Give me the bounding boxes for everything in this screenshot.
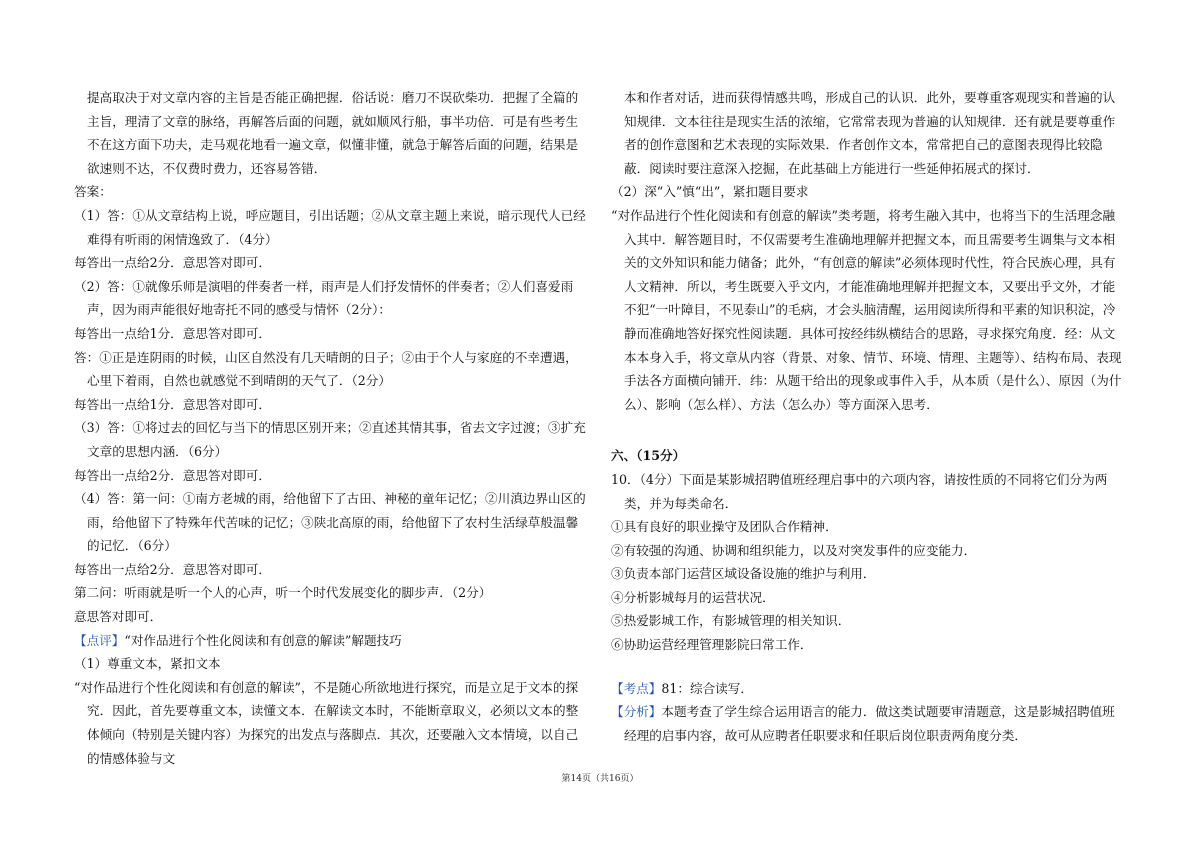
tag-label: 【分析】 [611, 704, 662, 720]
paragraph: （2）答：①就像乐师是演唱的伴奏者一样，雨声是人们抒发情怀的伴奏者；②人们喜爱雨声，因为雨声能很好地寄托不同的感受与情怀（2分）： [74, 278, 574, 318]
paragraph: 第二问：听雨就是听一个人的心声，听一个时代发展变化的脚步声．（2分） [74, 585, 492, 601]
paragraph: ③负责本部门运营区域设备设施的维护与利用． [611, 566, 876, 582]
left-column [74, 86, 590, 770]
paragraph: ⑤热爱影城工作，有影城管理的相关知识． [611, 613, 851, 629]
paragraph: ①具有良好的职业操守及团队合作精神． [611, 519, 838, 535]
tag-label: 【考点】 [611, 680, 662, 696]
tag-label: 【点评】 [74, 632, 125, 648]
paragraph: （1）尊重文本，紧扣文本 [74, 656, 221, 672]
paragraph: （4）答：第一问：①南方老城的雨，给他留下了古田、神秘的童年记忆；②川滇边界山区的雨，给他留下了特殊年代苦味的记忆；③陕北高原的雨，给他留下了农村生活绿草般温馨的记忆．（6分） [74, 491, 586, 554]
tag-text: 本题考查了学生综合运用语言的能力．做这类试题要审清题意，这是影城招聘值班经理的启事内容，故可从应聘者任职要求和任职后岗位职责两角度分类． [624, 704, 1115, 743]
tag-text: “对作品进行个性化阅读和有创意的解读”解题技巧 [124, 632, 402, 648]
tagged-paragraph [611, 677, 1127, 701]
tag-text: 81：综合读写． [661, 680, 753, 696]
section-gap [611, 416, 1127, 436]
section-gap [611, 657, 1127, 677]
paragraph: （1）答：①从文章结构上说，呼应题目，引出话题；②从文章主题上来说，暗示现代人已经难得有听雨的闲情逸致了．（4分） [74, 207, 586, 247]
paragraph: ②有较强的沟通、协调和组织能力，以及对突发事件的应变能力． [611, 542, 977, 558]
paragraph: 答案： [74, 184, 112, 200]
paragraph: 本和作者对话，进而获得情感共鸣，形成自己的认识．此外，要尊重客观现实和普遍的认知规律．文本往往是现实生活的浓缩，它常常表现为普遍的认知规律．还有就是要尊重作者的创作意图和艺术表现的实际效果．作者创作文本，常常把自己的意图表现得比较隐蔽．阅读时要注意深入挖掘，在此基础上方能进行一些延伸拓展式的探讨． [624, 90, 1116, 176]
paragraph: 10．（4分）下面是某影城招聘值班经理启事中的六项内容，请按性质的不同将它们分为两类，并为每类命名． [611, 471, 1108, 511]
paragraph: “对作品进行个性化阅读和有创意的解读”，不是随心所欲地进行探究，而是立足于文本的探究．因此，首先要尊重文本，读懂文本．在解读文本时，不能断章取义，必须以文本的整体倾向（特别是关键内容）为探究的出发点与落脚点．其次，还要融入文本情境，以自己的情感体验与文 [74, 679, 579, 766]
page-footer: 第14页（共16页） [561, 774, 639, 784]
tagged-paragraph [74, 629, 590, 653]
paragraph: ⑥协助运营经理管理影院曰常工作． [611, 637, 813, 653]
paragraph: 提高取决于对文章内容的主旨是否能正确把握．俗话说：磨刀不误砍柴功．把握了全篇的主旨，理清了文章的脉络，再解答后面的问题，就如顺风行船，事半功倍．可是有些考生不在这方面下功夫，走马观花地看一遍文章，似懂非懂，就急于解答后面的问题，结果是欲速则不达，不仅费时费力，还容易答错． [87, 90, 579, 176]
tagged-paragraph [611, 700, 1127, 747]
paragraph: “对作品进行个性化阅读和有创意的解读”类考题，将考生融入其中，也将当下的生活理念融入其中．解答题目时，不仅需要考生准确地理解并把握文本，而且需要考生调集与文本相关的文外知识和能力储备；此外，“有创意的解读”必须体现时代性，符合民族心理，具有人文精神．所以，考生既要入乎文内，才能准确地理解并把握文本，又要出乎文外，才能不犯“一叶障目，不见泰山”的毛病，才会头脑清醒，运用阅读所得和平素的知识积淀，冷静而准确地答好探究性阅读题．具体可按经纬纵横结合的思路，寻求探究角度．经：从文本本身入手，将文章从内容（背景、对象、情节、环境、情理、主题等）、结构布局、表现手法各方面横向铺开．纬：从题干给出的现象或事件入手，从本质（是什么）、原因（为什么）、影响（怎么样）、方法（怎么办）等方面深入思考． [611, 207, 1122, 412]
paragraph: 每答出一点给1分．意思答对即可． [74, 325, 271, 341]
paragraph: 意思答对即可． [74, 609, 163, 625]
paragraph: 答：①正是连阴雨的时候，山区自然没有几天晴朗的日子；②由于个人与家庭的不幸遭遇，心里下着雨，自然也就感觉不到晴朗的天气了．（2分） [74, 349, 578, 389]
paragraph: ④分析影城每月的运营状况． [611, 589, 775, 605]
paragraph: 每答出一点给2分．意思答对即可． [74, 255, 271, 271]
right-column [611, 86, 1127, 747]
section-heading: 六、（15分） [611, 448, 686, 464]
paragraph: （2）深“入”慎“出”，紧扣题目要求 [611, 184, 809, 200]
paragraph: 每答出一点给2分．意思答对即可． [74, 561, 271, 577]
paragraph: 每答出一点给2分．意思答对即可． [74, 467, 271, 483]
paragraph: （3）答：①将过去的回忆与当下的情思区别开来；②直述其情其事，省去文字过渡；③扩充文章的思想内涵．（6分） [74, 420, 586, 459]
paragraph: 每答出一点给1分．意思答对即可． [74, 396, 271, 412]
